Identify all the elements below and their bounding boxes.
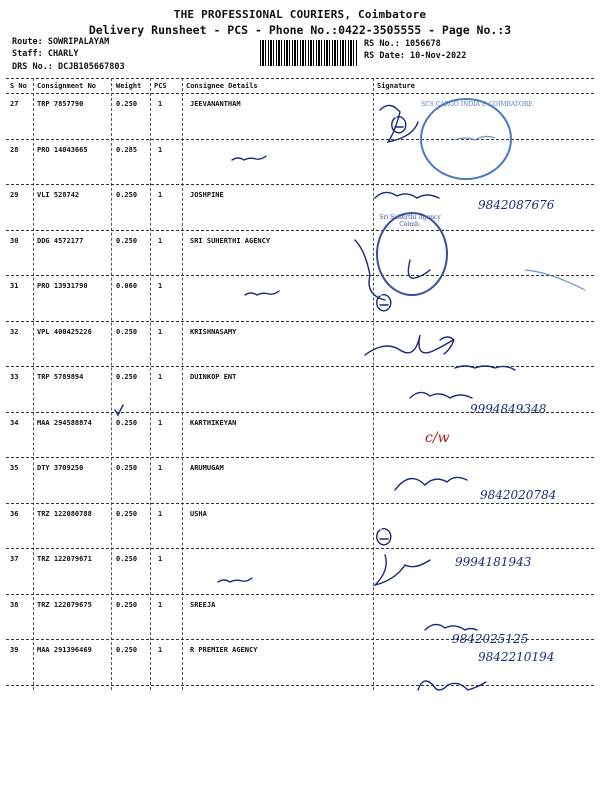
signature-35 <box>395 477 467 490</box>
cell-weight: 0.250 <box>116 418 138 427</box>
cell-consignee: JEEVANANTHAM <box>190 100 241 108</box>
cell-consignment: TRZ 122080788 <box>37 509 92 518</box>
cell-pcs: 1 <box>158 373 163 381</box>
signature-31-mark <box>377 295 391 311</box>
cell-consignee: SRI SUHERTHI AGENCY <box>190 236 271 245</box>
stamp-line <box>525 270 585 290</box>
cell-weight: 0.250 <box>116 600 138 609</box>
cell-consignment: VLI 528742 <box>37 191 80 199</box>
signature-27 <box>380 105 418 142</box>
cell-pcs: 1 <box>158 236 163 245</box>
cell-weight: 0.250 <box>116 646 138 654</box>
stamp-top-text: SCS CARGO INDIA P. COIMBATORE <box>421 101 533 108</box>
scribble-28 <box>232 156 266 160</box>
cell-consignee: KARTHIKEYAN <box>190 418 237 427</box>
signature-32c <box>455 366 515 370</box>
signature-38 <box>425 624 477 630</box>
signature-32b <box>440 337 454 354</box>
cell-consignment: PRO 13931790 <box>37 282 88 290</box>
cell-sno: 29 <box>10 191 19 199</box>
cell-sno: 38 <box>10 600 19 609</box>
rs-number: RS No.: 1056678 <box>364 39 441 49</box>
phone-34: 9994849348 <box>470 402 547 416</box>
cell-weight: 0.250 <box>116 373 138 381</box>
cell-pcs: 1 <box>158 282 163 290</box>
cell-consignment: TRP 5789894 <box>37 373 84 381</box>
col-header-weight: Weight <box>116 82 142 90</box>
cell-sno: 28 <box>10 145 19 154</box>
cell-weight: 0.250 <box>116 555 138 563</box>
cell-weight: 0.250 <box>116 464 138 472</box>
runsheet-subtitle: Delivery Runsheet - PCS - Phone No.:0422-3505555 - Page No.:3 <box>88 23 512 37</box>
drs-number: DRS No.: DCJB105667803 <box>12 62 125 72</box>
cell-pcs: 1 <box>158 600 163 609</box>
phone-35: 9842020784 <box>480 488 557 502</box>
cell-sno: 37 <box>10 555 19 563</box>
cell-consignee: USHA <box>190 509 207 518</box>
cell-consignee: ARUMUGAM <box>190 464 224 472</box>
cell-consignee: JOSHPINE <box>190 191 224 199</box>
signature-29 <box>375 192 439 198</box>
cell-pcs: 1 <box>158 327 163 336</box>
cell-consignment: VPL 400425226 <box>37 327 92 336</box>
col-header-signature: Signature <box>377 82 415 90</box>
cell-weight: 0.250 <box>116 236 138 245</box>
cell-weight: 0.250 <box>116 509 138 518</box>
signature-37 <box>375 555 430 585</box>
cell-consignment: MAA 294588874 <box>37 418 92 427</box>
signature-36-mark <box>377 529 391 545</box>
cell-sno: 35 <box>10 464 19 472</box>
cell-consignee: SREEJA <box>190 600 216 609</box>
phone-37: 9994181943 <box>455 555 532 569</box>
cell-consignee: R PREMIER AGENCY <box>190 646 258 654</box>
cell-sno: 39 <box>10 646 19 654</box>
cell-pcs: 1 <box>158 145 163 154</box>
col-header-sno: S No <box>10 82 27 90</box>
signature-33 <box>410 392 472 398</box>
cell-sno: 30 <box>10 236 19 245</box>
cell-consignment: MAA 291396469 <box>37 646 92 654</box>
rs-date: RS Date: 10-Nov-2022 <box>364 51 467 61</box>
cell-consignment: PRO 14043665 <box>37 145 88 154</box>
cell-sno: 27 <box>10 100 19 108</box>
cell-pcs: 1 <box>158 191 163 199</box>
cell-sno: 32 <box>10 327 19 336</box>
cell-weight: 0.285 <box>116 145 138 154</box>
company-title: THE PROFESSIONAL COURIERS, Coimbatore <box>173 8 427 21</box>
route-label: Route: SOWRIPALAYAM <box>12 37 110 47</box>
cell-sno: 36 <box>10 509 19 518</box>
phone-29: 9842087676 <box>478 198 555 212</box>
phone-38b: 9842210194 <box>478 650 555 664</box>
cell-consignment: TRZ 122079675 <box>37 600 92 609</box>
cell-weight: 0.250 <box>116 100 138 108</box>
cell-consignment: TRP 7857790 <box>37 100 84 108</box>
col-header-pcs: PCS <box>154 82 167 90</box>
col-header-consignment: Consignment No <box>37 82 97 90</box>
cell-pcs: 1 <box>158 418 163 427</box>
phone-38a: 9842025125 <box>452 632 529 646</box>
cell-weight: 0.060 <box>116 282 138 290</box>
cell-consignee: KRISHNASAMY <box>190 327 237 336</box>
cell-pcs: 1 <box>158 555 163 563</box>
col-header-consignee: Consignee Details <box>186 82 258 90</box>
cell-consignee: DUINKOP ENT <box>190 373 237 381</box>
tick-34 <box>115 405 123 415</box>
company-stamp <box>420 98 533 180</box>
staff-label: Staff: CHARLY <box>12 49 79 59</box>
mark-cw: c/w <box>425 430 450 446</box>
cell-consignment: TRZ 122079671 <box>37 555 92 563</box>
cell-pcs: 1 <box>158 100 163 108</box>
scribble-37 <box>218 578 252 582</box>
signature-39 <box>418 681 486 690</box>
scribble-31 <box>245 291 279 295</box>
cell-weight: 0.250 <box>116 327 138 336</box>
cell-sno: 34 <box>10 418 19 427</box>
cell-weight: 0.250 <box>116 191 138 199</box>
stamp-mid-text: Sri Suherthi Agency Coimb. <box>379 214 441 228</box>
cell-pcs: 1 <box>158 464 163 472</box>
cell-sno: 31 <box>10 282 19 290</box>
signature-32 <box>365 335 453 355</box>
cell-pcs: 1 <box>158 646 163 654</box>
cell-sno: 33 <box>10 373 19 381</box>
cell-pcs: 1 <box>158 509 163 518</box>
cell-consignment: DDG 4572177 <box>37 236 84 245</box>
cell-consignment: DTY 3709250 <box>37 464 84 472</box>
